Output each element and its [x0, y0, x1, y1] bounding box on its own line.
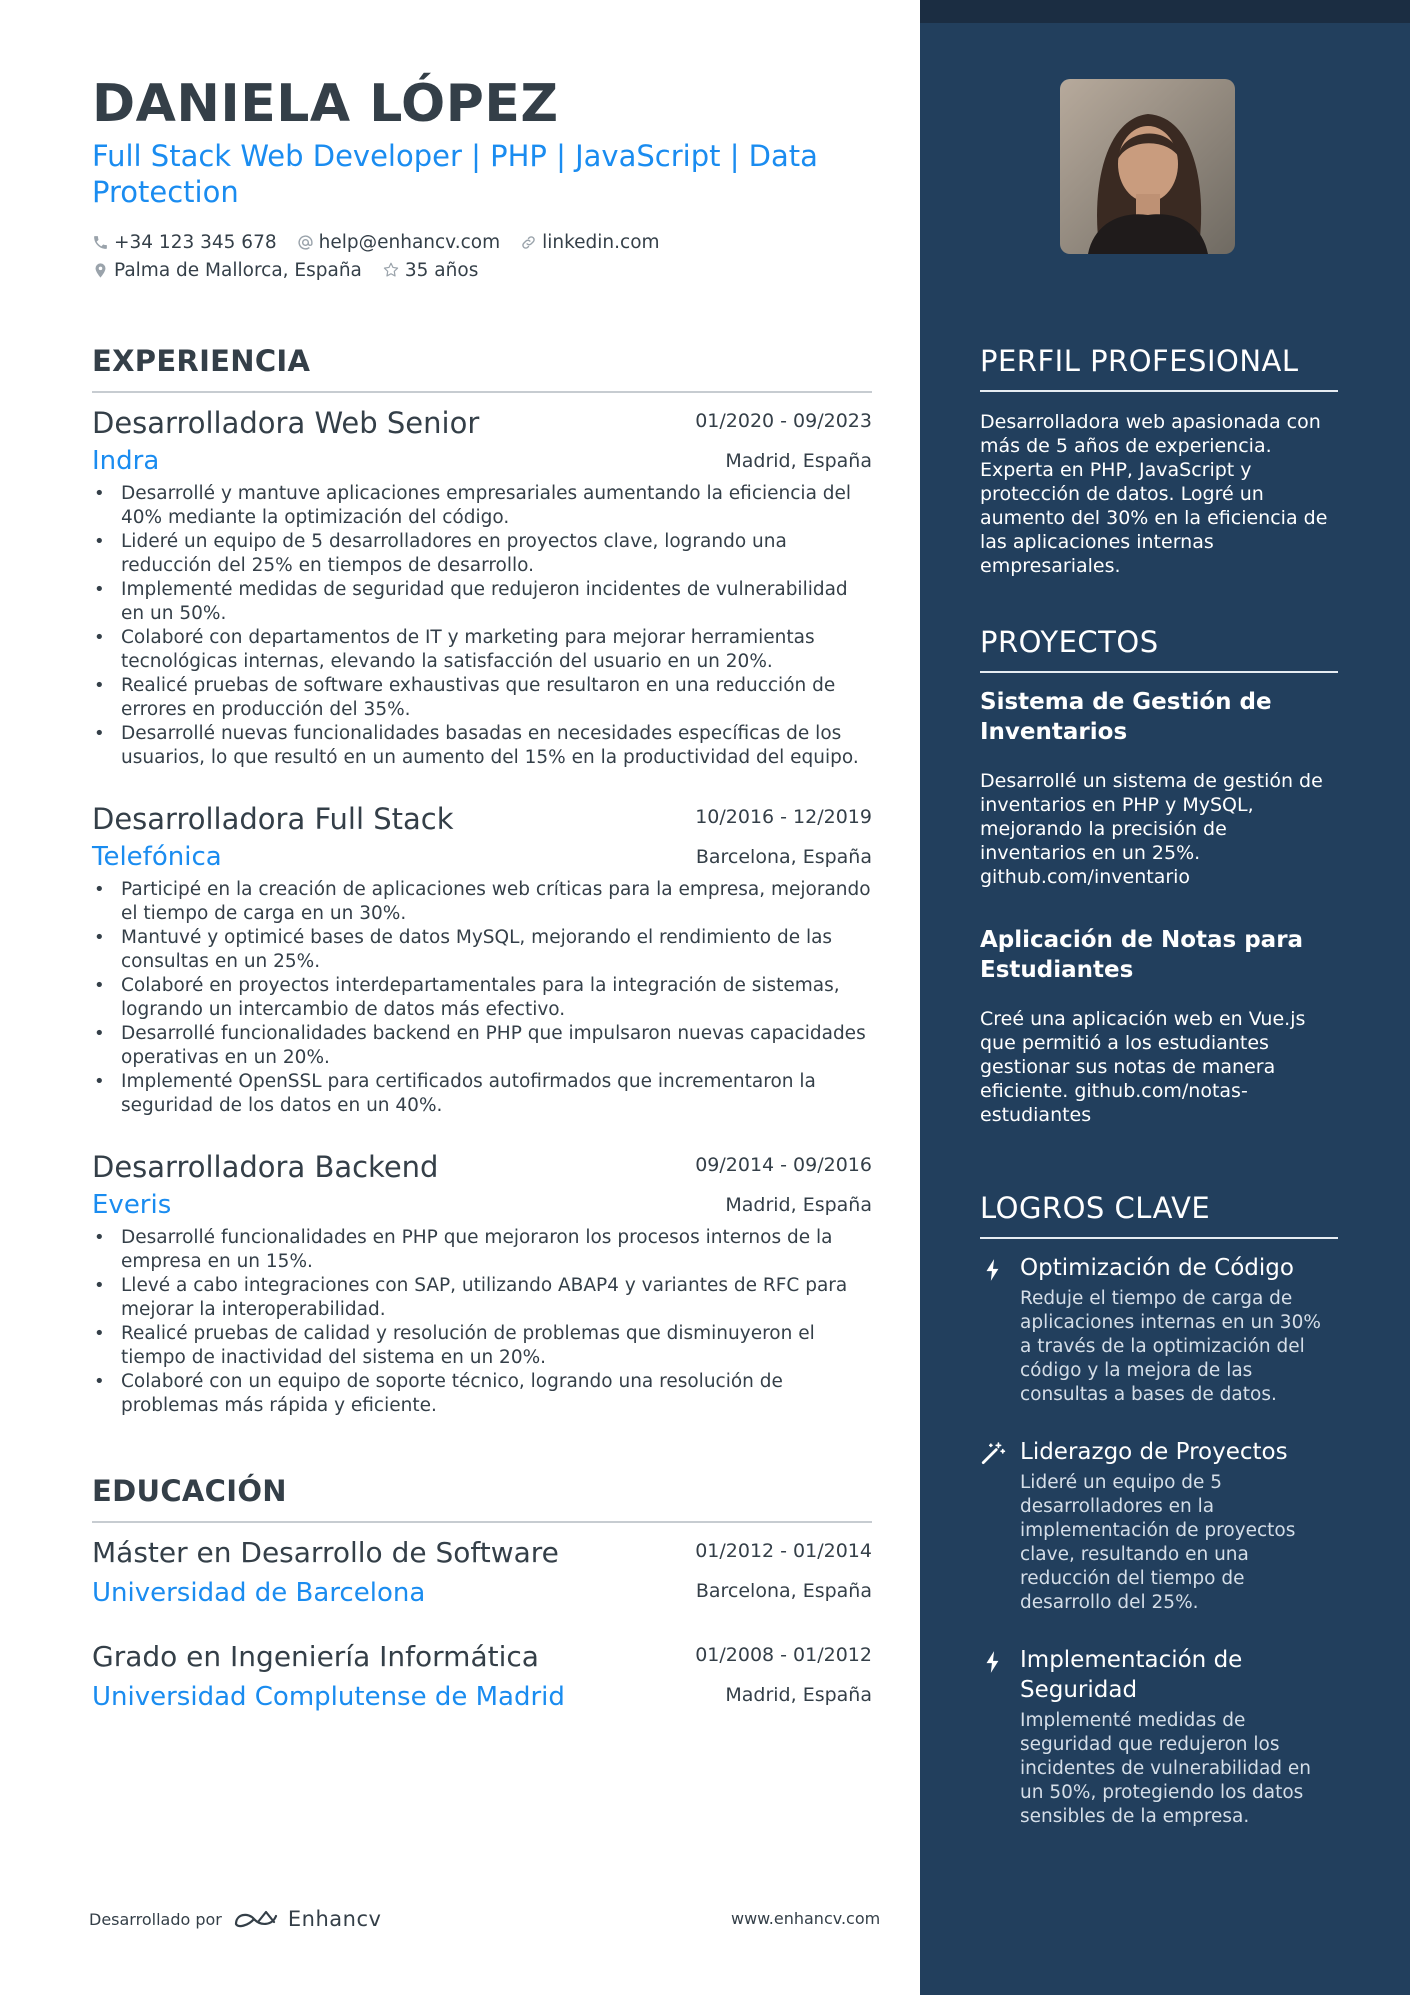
- achievement-description: Reduje el tiempo de carga de aplicaciones internas en un 30% a través de la optimización del código y la mejora de las consultas a bases de datos.: [1020, 1288, 1321, 1405]
- job-dates: 10/2016 - 12/2019: [695, 806, 872, 828]
- education-school: Universidad de Barcelona: [92, 1578, 426, 1608]
- education-school: Universidad Complutense de Madrid: [92, 1682, 565, 1712]
- linkedin-item[interactable]: [520, 232, 659, 253]
- job-role: Desarrolladora Backend: [92, 1150, 439, 1184]
- star-icon: [382, 261, 400, 279]
- job-bullet: • Llevé a cabo integraciones con SAP, utilizando ABAP4 y variantes de RFC para mejorar la interoperabilidad.: [92, 1274, 872, 1322]
- education-location: Madrid, España: [725, 1684, 872, 1706]
- job-bullet: • Desarrollé funcionalidades backend en PHP que impulsaron nuevas capacidades operativas en un 20%.: [92, 1022, 872, 1070]
- project-title: Aplicación de Notas para Estudiantes: [980, 927, 1304, 983]
- job-role: Desarrolladora Full Stack: [92, 802, 454, 836]
- project-title: Sistema de Gestión de Inventarios: [980, 689, 1272, 745]
- at-icon: [297, 234, 314, 251]
- footer-powered-by: Desarrollado por: [89, 1909, 222, 1929]
- education-dates: 01/2008 - 01/2012: [695, 1644, 872, 1666]
- job-bullet: • Realicé pruebas de software exhaustivas que resultaron en una reducción de errores en producción del 35%.: [92, 674, 872, 722]
- job-bullet: • Desarrollé nuevas funcionalidades basadas en necesidades específicas de los usuarios, lo que resultó en un aumento del 15% en la productividad del equipo.: [92, 722, 872, 770]
- job-dates: 01/2020 - 09/2023: [695, 410, 872, 432]
- achievement-item: [980, 1253, 1338, 1407]
- experience-entry: [92, 406, 872, 770]
- achievement-description: Implementé medidas de seguridad que redujeron los incidentes de vulnerabilidad en un 50%, protegiendo los datos sensibles de la empresa.: [1020, 1710, 1312, 1827]
- job-location: Madrid, España: [725, 1194, 872, 1216]
- candidate-name: DANIELA LÓPEZ: [92, 74, 559, 134]
- profile-summary: Desarrolladora web apasionada con más de 5 años de experiencia. Experta en PHP, JavaScript y protección de datos. Logré un aumento del 30% en la eficiencia de las aplicaciones internas empresariales.: [980, 411, 1328, 577]
- job-bullet: • Participé en la creación de aplicaciones web críticas para la empresa, mejorando el tiempo de carga en un 30%.: [92, 878, 872, 926]
- job-bullets: [92, 482, 872, 770]
- education-section-title: EDUCACIÓN: [92, 1474, 872, 1523]
- footer-website[interactable]: www.enhancv.com: [731, 1909, 881, 1928]
- linkedin-text: linkedin.com: [542, 231, 660, 253]
- location-text: Palma de Mallorca, España: [114, 259, 362, 281]
- experience-entry: [92, 1150, 872, 1418]
- contact-info: [92, 228, 680, 284]
- job-bullet: • Colaboré en proyectos interdepartamentales para la integración de sistemas, logrando un intercambio de datos más efectivo.: [92, 974, 872, 1022]
- phone-item[interactable]: [92, 232, 277, 253]
- job-bullets: [92, 1226, 872, 1418]
- job-bullet: • Mantuvé y optimicé bases de datos MySQL, mejorando el rendimiento de las consultas en un 25%.: [92, 926, 872, 974]
- job-location: Barcelona, España: [695, 846, 872, 868]
- education-entry: [92, 1536, 872, 1612]
- job-bullet: • Realicé pruebas de calidad y resolución de problemas que disminuyeron el tiempo de inactividad del sistema en un 20%.: [92, 1322, 872, 1370]
- job-dates: 09/2014 - 09/2016: [695, 1154, 872, 1176]
- achievement-item: [980, 1437, 1338, 1615]
- profile-section: [980, 344, 1338, 578]
- projects-section-title: PROYECTOS: [980, 625, 1338, 673]
- achievement-title: Liderazgo de Proyectos: [1020, 1439, 1288, 1465]
- sidebar: [920, 0, 1410, 1995]
- link-icon: [520, 234, 537, 251]
- project-item: [980, 925, 1338, 1127]
- age-item: [382, 260, 478, 281]
- project-description: Desarrollé un sistema de gestión de inventarios en PHP y MySQL, mejorando la precisión de inventarios en un 25%. github.com/inventario: [980, 770, 1323, 888]
- headline: Full Stack Web Developer | PHP | JavaScript | Data Protection: [92, 139, 818, 209]
- projects-section: [980, 625, 1338, 1127]
- bolt-icon: [980, 1649, 1006, 1675]
- email-item[interactable]: [297, 232, 500, 253]
- phone-icon: [92, 234, 109, 251]
- phone-text: +34 123 345 678: [114, 231, 277, 253]
- education-entry: [92, 1640, 872, 1716]
- email-text: help@enhancv.com: [318, 231, 501, 253]
- job-company: Telefónica: [92, 842, 222, 872]
- footer-branding: [89, 1906, 381, 1932]
- job-bullet: • Implementé medidas de seguridad que redujeron incidentes de vulnerabilidad en un 50%.: [92, 578, 872, 626]
- job-bullet: • Colaboré con departamentos de IT y marketing para mejorar herramientas tecnológicas internas, elevando la satisfacción del usuario en un 20%.: [92, 626, 872, 674]
- footer-brand: Enhancv: [287, 1907, 382, 1931]
- achievements-section: [980, 1191, 1338, 1827]
- job-bullet: • Colaboré con un equipo de soporte técnico, logrando una resolución de problemas más rápida y eficiente.: [92, 1370, 872, 1418]
- experience-section-title: EXPERIENCIA: [92, 344, 872, 393]
- avatar: [1060, 79, 1235, 254]
- job-bullets: [92, 878, 872, 1118]
- education-degree: Grado en Ingeniería Informática: [92, 1640, 539, 1673]
- education-dates: 01/2012 - 01/2014: [695, 1540, 872, 1562]
- location-pin-icon: [92, 262, 109, 279]
- achievement-description: Lideré un equipo de 5 desarrolladores en la implementación de proyectos clave, resultando en una reducción del tiempo de desarrollo del 25%.: [1020, 1472, 1296, 1613]
- education-location: Barcelona, España: [695, 1580, 872, 1602]
- magic-wand-icon: [980, 1441, 1006, 1467]
- achievement-title: Optimización de Código: [1020, 1255, 1294, 1281]
- location-item: [92, 260, 362, 281]
- achievement-item: [980, 1645, 1338, 1829]
- job-role: Desarrolladora Web Senior: [92, 406, 480, 440]
- sidebar-top-bar: [920, 0, 1410, 23]
- job-location: Madrid, España: [725, 450, 872, 472]
- job-bullet: • Lideré un equipo de 5 desarrolladores en proyectos clave, logrando una reducción del 25% en tiempos de desarrollo.: [92, 530, 872, 578]
- project-item: [980, 687, 1338, 889]
- age-text: 35 años: [404, 259, 479, 281]
- enhancv-logo-icon: [232, 1906, 280, 1932]
- experience-entry: [92, 802, 872, 1118]
- job-bullet: • Desarrollé funcionalidades en PHP que mejoraron los procesos internos de la empresa en un 15%.: [92, 1226, 872, 1274]
- education-degree: Máster en Desarrollo de Software: [92, 1536, 559, 1569]
- job-bullet: • Implementé OpenSSL para certificados autofirmados que incrementaron la seguridad de los datos en un 40%.: [92, 1070, 872, 1118]
- achievement-title: Implementación de Seguridad: [1020, 1647, 1243, 1703]
- bolt-icon: [980, 1257, 1006, 1283]
- profile-section-title: PERFIL PROFESIONAL: [980, 344, 1338, 392]
- job-company: Everis: [92, 1190, 172, 1220]
- achievements-section-title: LOGROS CLAVE: [980, 1191, 1338, 1239]
- project-description: Creé una aplicación web en Vue.js que permitió a los estudiantes gestionar sus notas de manera eficiente. github.com/notas-estudiantes: [980, 1008, 1306, 1126]
- job-company: Indra: [92, 446, 160, 476]
- profile-photo: [1060, 79, 1235, 254]
- job-bullet: • Desarrollé y mantuve aplicaciones empresariales aumentando la eficiencia del 40% mediante la optimización del código.: [92, 482, 872, 530]
